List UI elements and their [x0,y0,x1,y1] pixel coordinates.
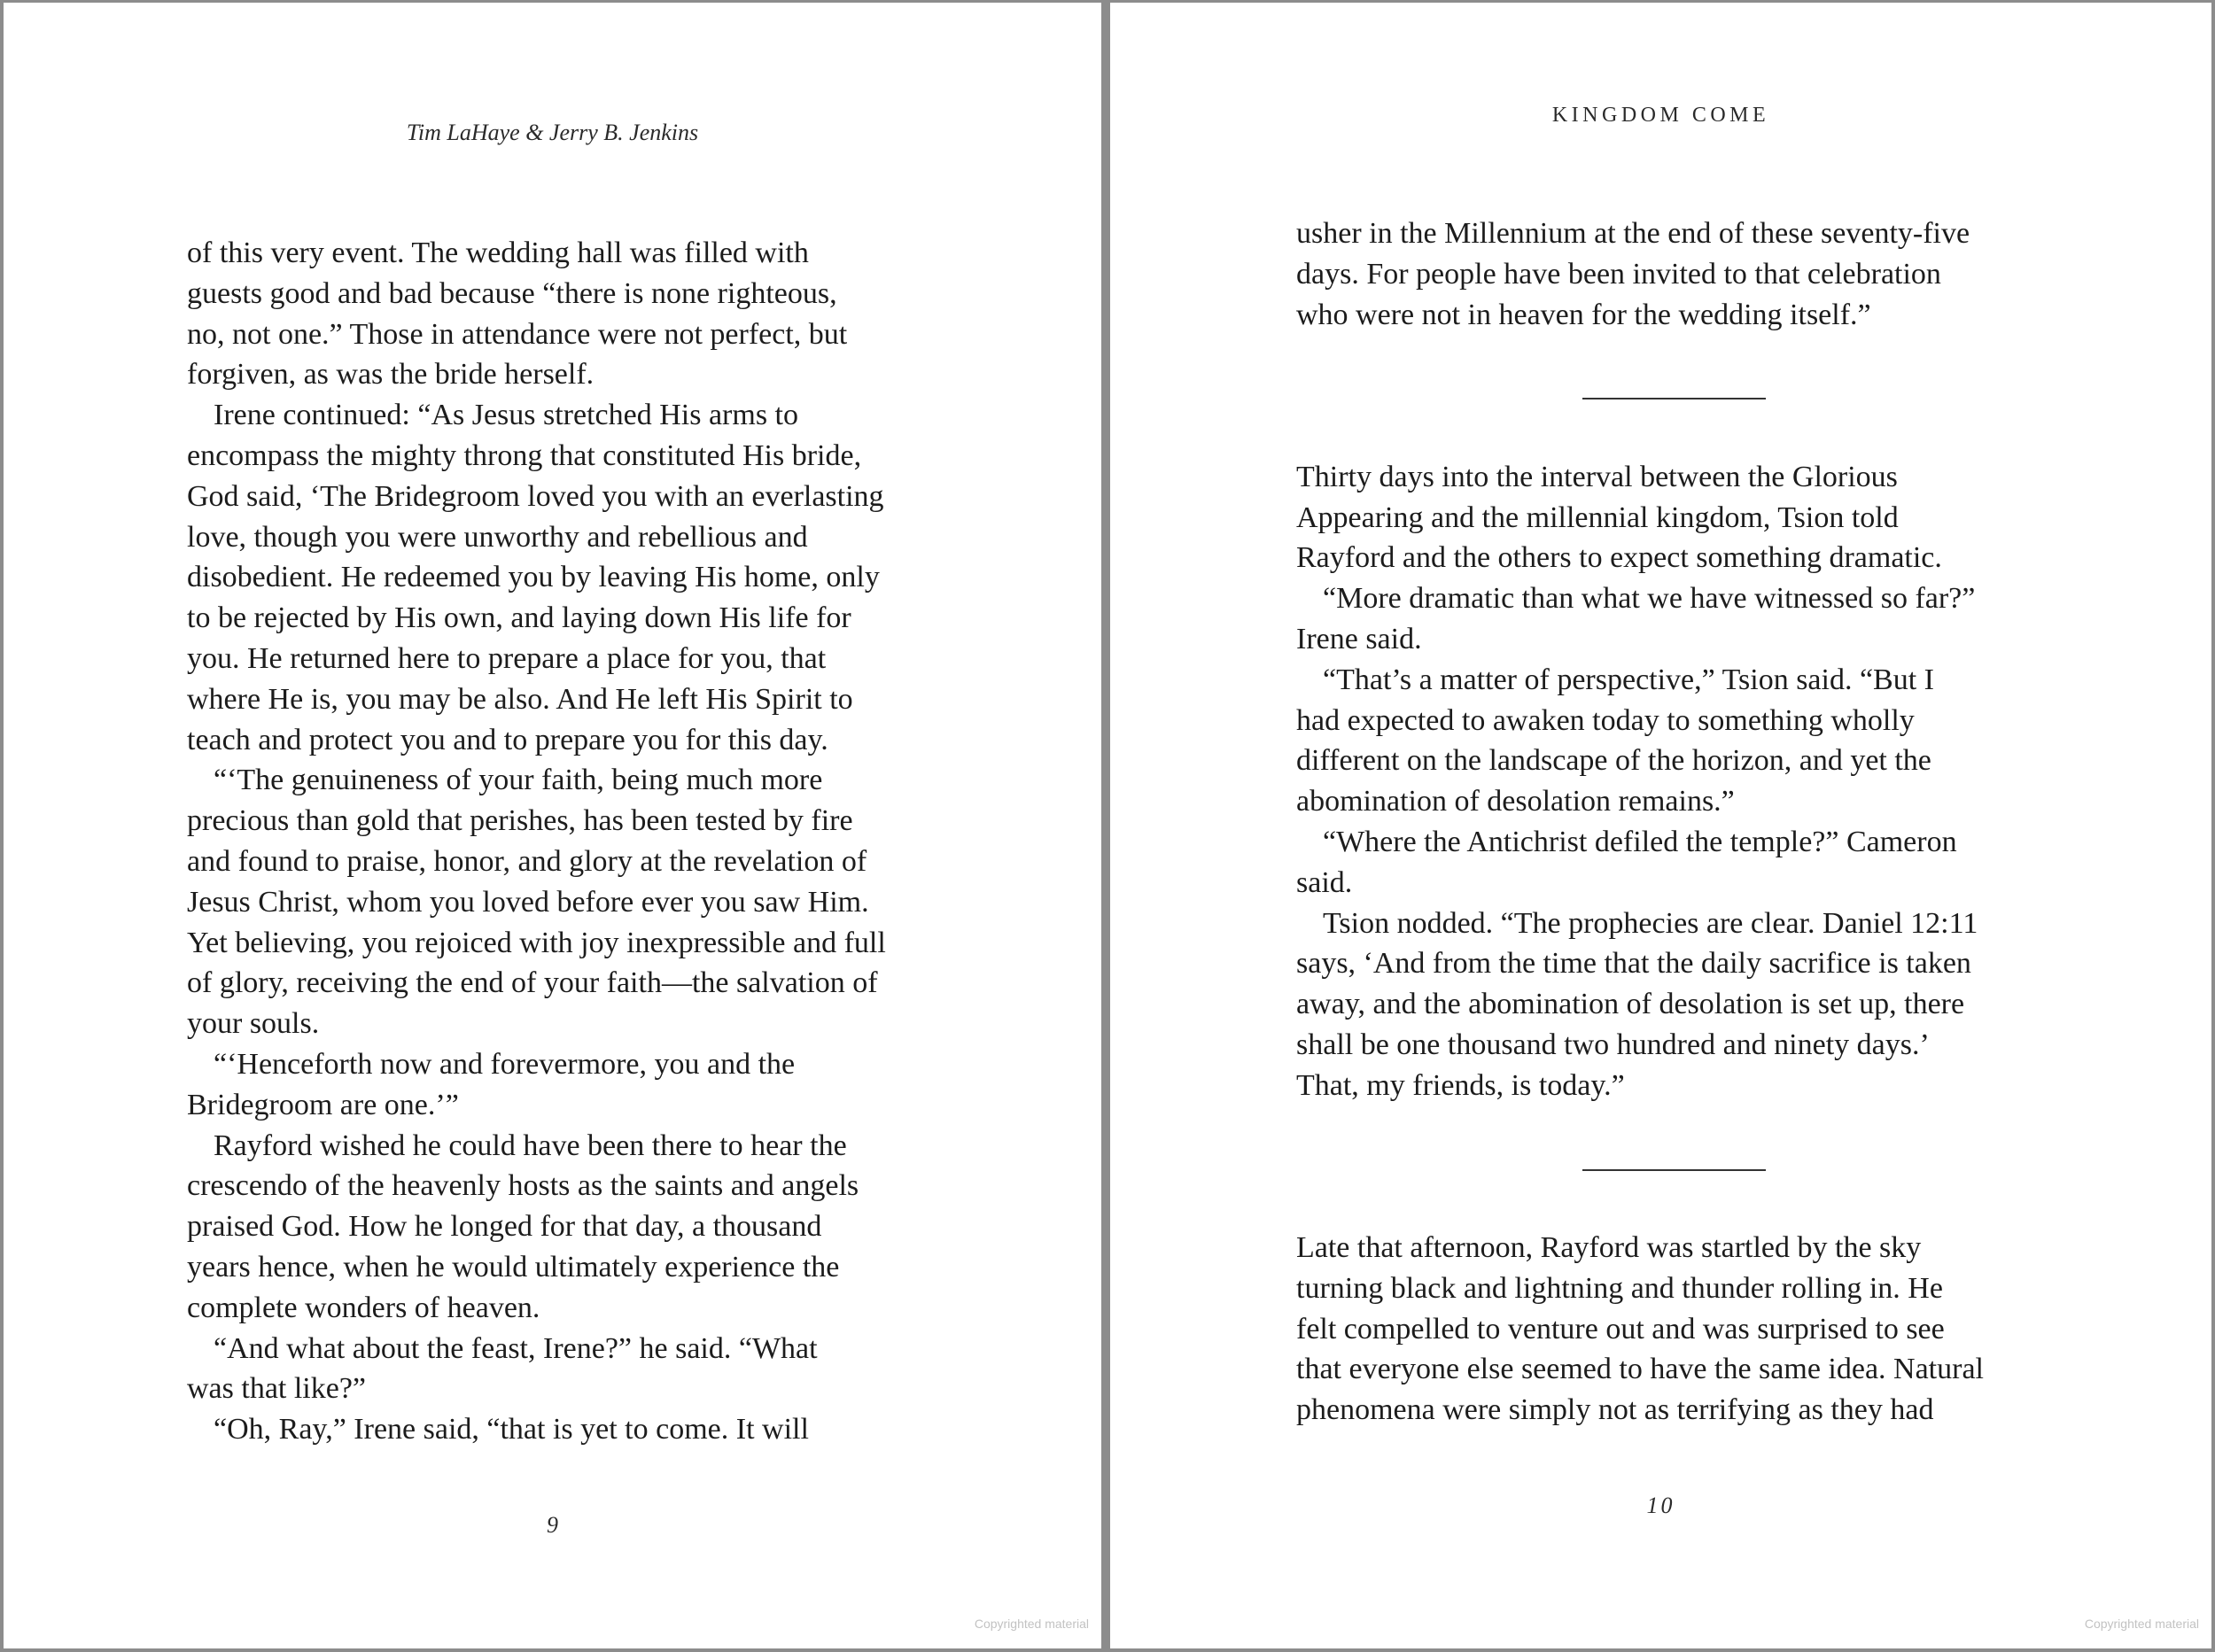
text-line: complete wonders of heaven. [187,1291,540,1324]
text-line: Appearing and the millennial kingdom, Tsion told [1296,500,1899,534]
page-number: 9 [547,1512,558,1538]
text-line: “‘Henceforth now and forevermore, you and the [214,1047,796,1081]
text-line: Rayford wished he could have been there to hear the [214,1128,847,1162]
text-line: to be rejected by His own, and laying down His life for [187,601,851,635]
text-line: abomination of desolation remains.” [1296,785,1735,818]
text-line: “More dramatic than what we have witnessed so far?” [1323,582,1976,616]
text-line: Thirty days into the interval between the Glorious [1296,460,1898,493]
text-line: you. He returned here to prepare a place for you, that [187,641,827,675]
text-line: away, and the abomination of desolation is set up, there [1296,988,1965,1021]
text-line: days. For people have been invited to that celebration [1296,257,1941,291]
section-break [1296,335,2032,456]
text-line: where He is, you may be also. And He left His Spirit to [187,682,853,716]
text-line: shall be one thousand two hundred and ninety days.’ [1296,1028,1930,1061]
text-line: Yet believing, you rejoiced with joy inexpressible and full [187,926,886,959]
text-line: says, ‘And from the time that the daily sacrifice is taken [1296,947,1971,981]
text-line: “‘The genuineness of your faith, being much more [214,764,823,797]
page-number: 10 [1646,1493,1675,1518]
text-line: precious than gold that perishes, has been tested by fire [187,804,853,838]
running-head-author: Tim LaHaye & Jerry B. Jenkins [406,120,699,145]
text-line: turning black and lightning and thunder rolling in. He [1296,1271,1943,1305]
text-line: Late that afternoon, Rayford was startled by the sky [1296,1230,1922,1264]
text-line: love, though you were unworthy and rebellious and [187,520,808,554]
text-line: praised God. How he longed for that day, a thousand [187,1210,822,1244]
text-line: “Where the Antichrist defiled the temple?” Cameron [1323,825,1957,858]
copyright-watermark: Copyrighted material [2084,1617,2199,1631]
text-line: who were not in heaven for the wedding itself.” [1296,298,1871,331]
text-line: of glory, receiving the end of your faith—the salvation of [187,966,878,1000]
text-line: had expected to awaken today to something wholly [1296,703,1915,737]
text-line: encompass the mighty throng that constituted His bride, [187,438,862,472]
right-page [1110,3,2211,1648]
text-line: felt compelled to venture out and was surprised to see [1296,1312,1945,1346]
text-line: crescendo of the heavenly hosts as the saints and angels [187,1169,859,1203]
text-line: “And what about the feast, Irene?” he said. “What [214,1331,818,1365]
text-line: phenomena were simply not as terrifying as they had [1296,1393,1934,1427]
text-line: and found to praise, honor, and glory at the revelation of [187,844,867,878]
text-line: Bridegroom are one.’” [187,1088,459,1121]
text-line: guests good and bad because “there is none righteous, [187,276,837,310]
left-page-body [187,233,922,1450]
text-line: Rayford and the others to expect something dramatic. [1296,541,1942,575]
text-line: that everyone else seemed to have the same idea. Natural [1296,1353,1984,1386]
text-line: forgiven, as was the bride herself. [187,358,595,392]
section-divider [1582,398,1766,399]
text-line: Irene said. [1296,622,1422,655]
text-line: That, my friends, is today.” [1296,1068,1625,1102]
text-line: teach and protect you and to prepare you for this day. [187,723,828,756]
text-line: Tsion nodded. “The prophecies are clear. Daniel 12:11 [1323,906,1978,940]
section-break [1296,1106,2032,1228]
text-line: years hence, when he would ultimately experience the [187,1250,840,1284]
text-line: “That’s a matter of perspective,” Tsion said. “But I [1323,663,1934,696]
right-page-body [1296,213,2032,1431]
text-line: God said, ‘The Bridegroom loved you with an everlasting [187,479,884,513]
text-line: “Oh, Ray,” Irene said, “that is yet to come. It will [214,1413,809,1446]
text-line: was that like?” [187,1372,367,1406]
text-line: your souls. [187,1007,320,1041]
text-line: of this very event. The wedding hall was filled with [187,237,809,269]
text-line: usher in the Millennium at the end of these seventy-five [1296,217,1970,250]
running-head-title: KINGDOM COME [1551,104,1770,127]
section-divider [1582,1169,1766,1171]
text-line: no, not one.” Those in attendance were not perfect, but [187,317,848,351]
left-page [4,3,1101,1648]
text-line: disobedient. He redeemed you by leaving His home, only [187,561,880,594]
text-line: Irene continued: “As Jesus stretched His arms to [214,399,798,432]
text-line: different on the landscape of the horizon, and yet the [1296,744,1931,778]
text-line: Jesus Christ, whom you loved before ever you saw Him. [187,885,869,919]
text-line: said. [1296,865,1353,899]
copyright-watermark: Copyrighted material [974,1617,1089,1631]
